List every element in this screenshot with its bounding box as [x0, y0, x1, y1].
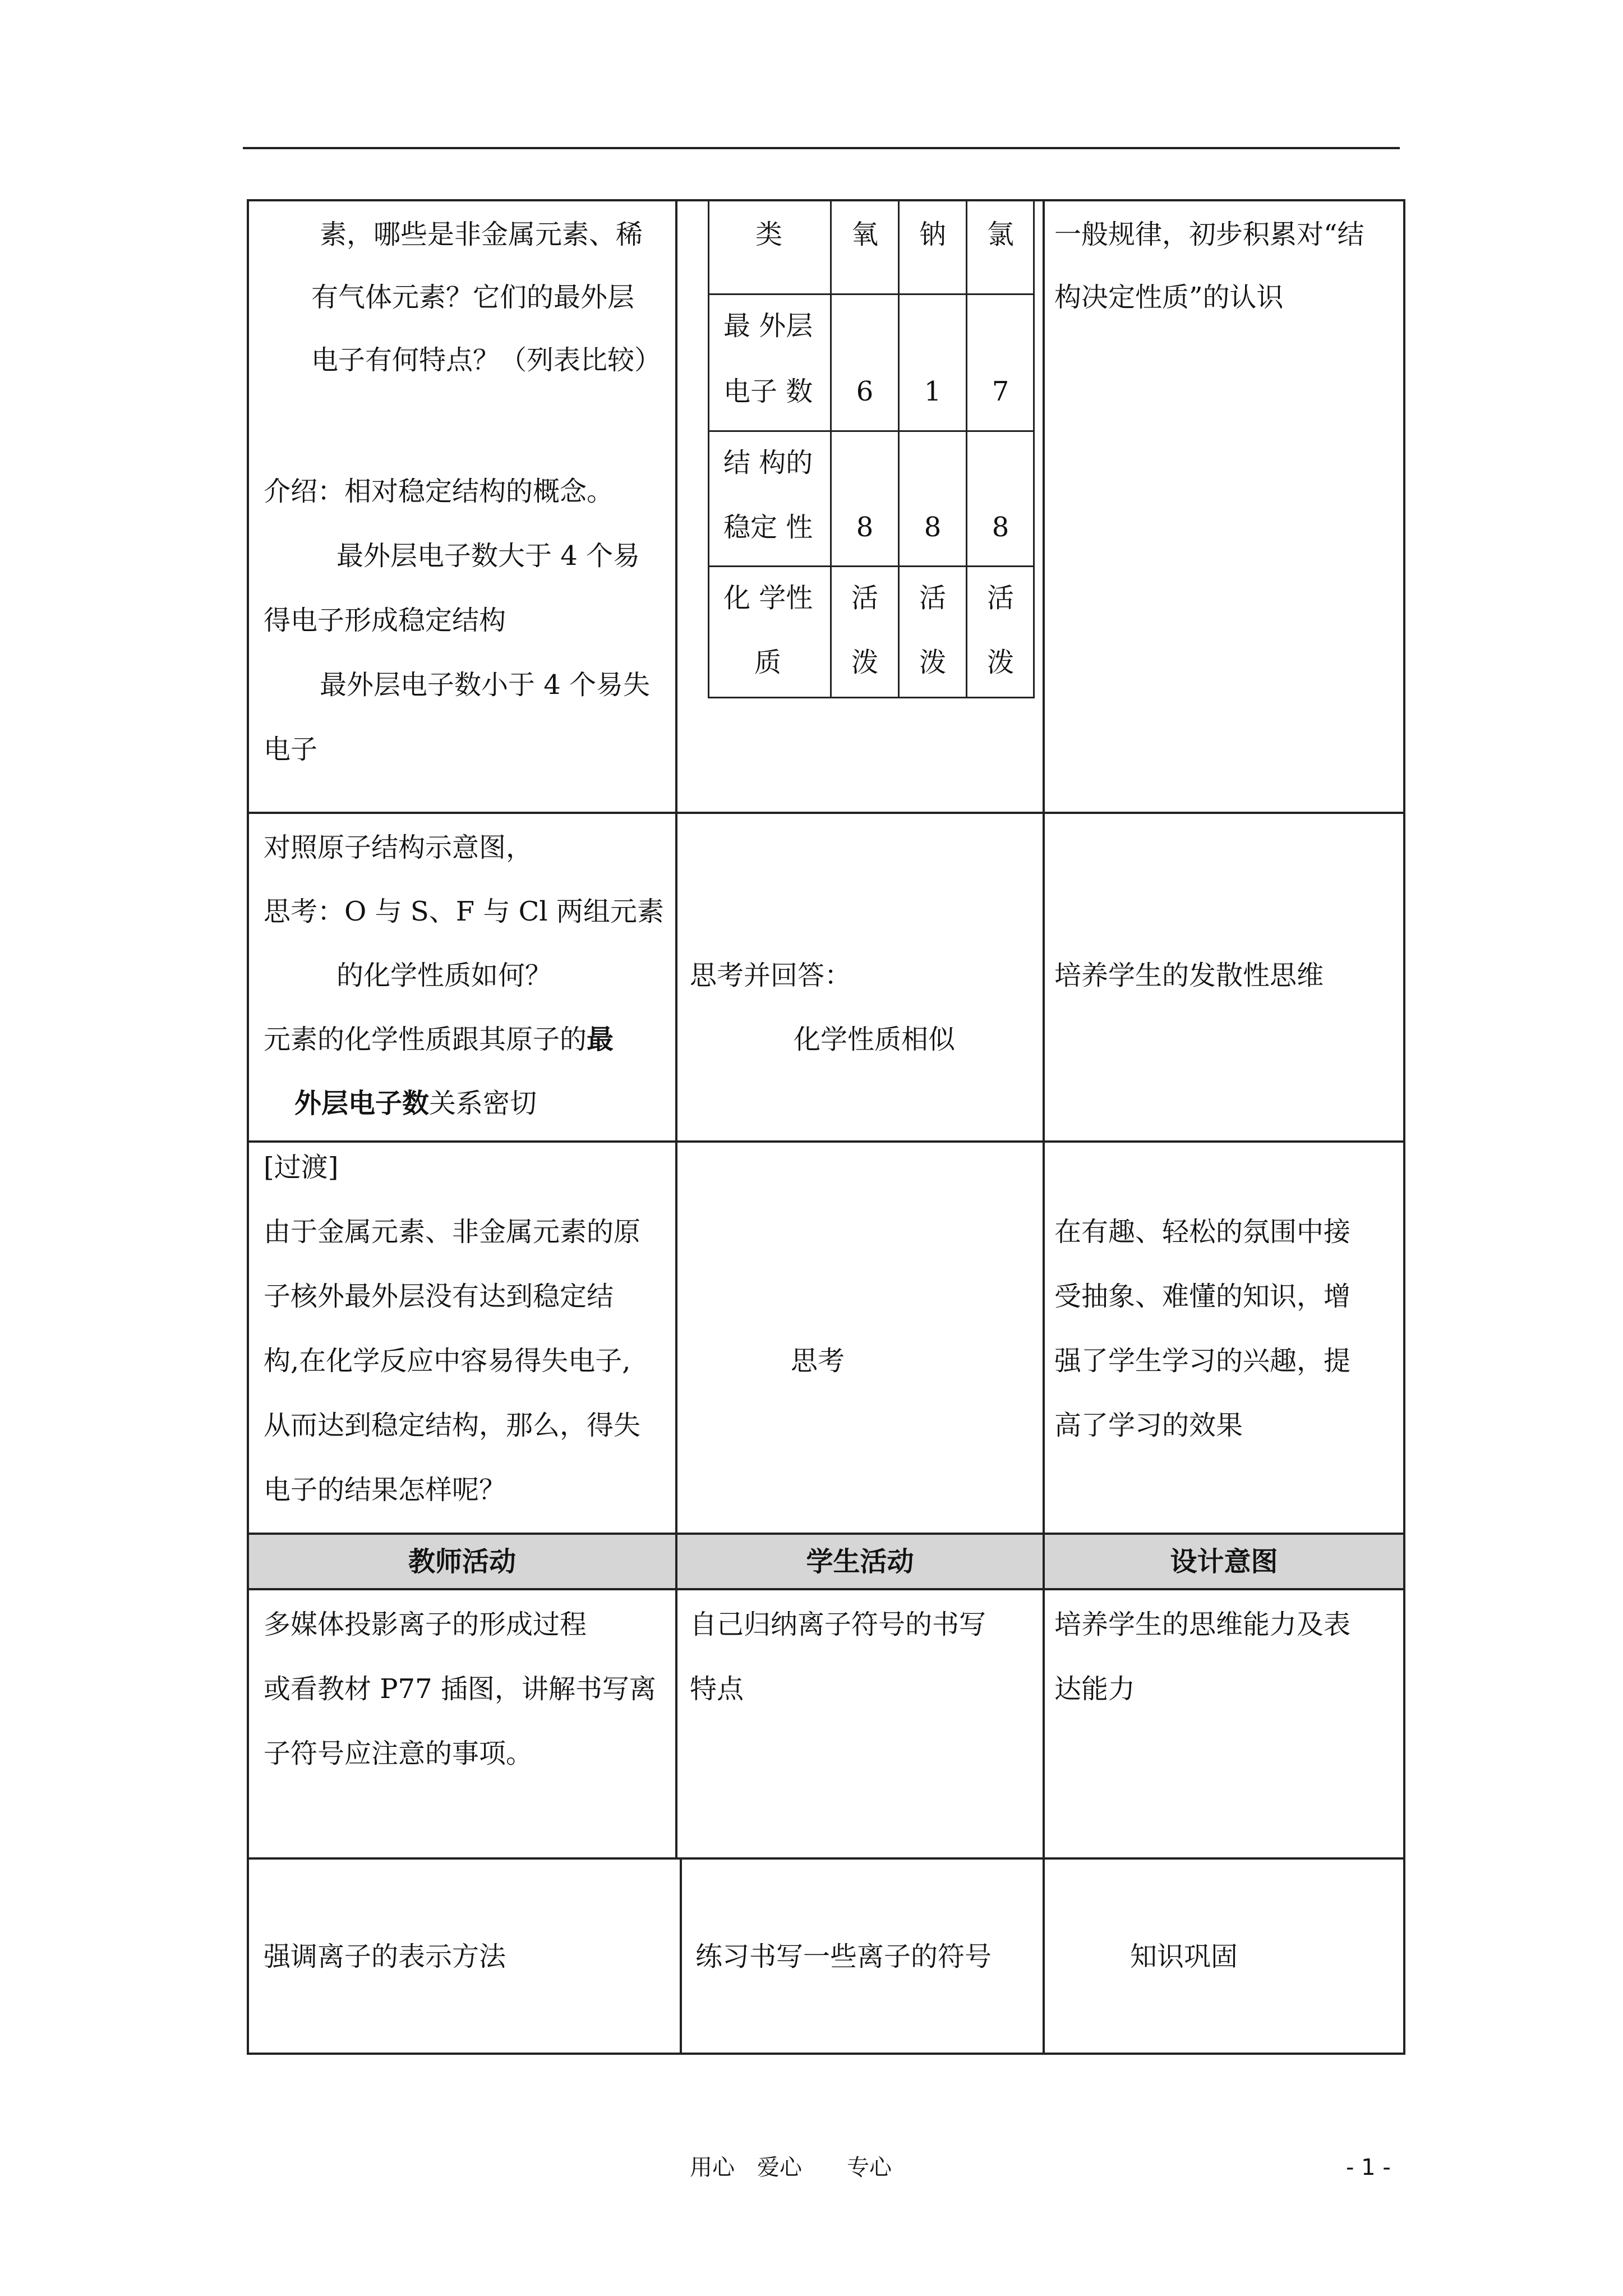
- row5-student-line: 自己归纳离子符号的书写: [690, 1609, 986, 1640]
- row3-teacher-line: 从而达到稳定结构，那么，得失: [264, 1410, 641, 1441]
- row1-intent-line: 构决定性质”的认识: [1054, 282, 1284, 313]
- row2-teacher-text: 关系密切: [429, 1088, 537, 1119]
- table-row-label: 电子 数: [723, 376, 813, 407]
- row2-teacher-line: [264, 1024, 614, 1055]
- row1-teacher-line: 最外层电子数大于 4 个易: [336, 540, 640, 572]
- row-divider: [247, 812, 1405, 814]
- row2-student-line: 化学性质相似: [794, 1024, 956, 1055]
- table-value-cell: 8: [992, 512, 1009, 543]
- column-divider: [675, 199, 677, 1590]
- row2-student-line: 思考并回答：: [690, 960, 852, 991]
- table-value-cell: 泼: [919, 647, 946, 678]
- column-divider: [675, 1588, 677, 1860]
- row1-teacher-line: 电子有何特点？（列表比较）: [311, 344, 662, 376]
- row5-teacher-line: 子符号应注意的事项。: [264, 1738, 533, 1769]
- row1-teacher-line: 有气体元素？它们的最外层: [311, 282, 635, 313]
- header-student-activity: 学生活动: [806, 1546, 914, 1577]
- row5-teacher-line: 多媒体投影离子的形成过程: [264, 1609, 587, 1640]
- row2-teacher-line: 的化学性质如何？: [336, 960, 552, 991]
- table-grid-line: [966, 199, 967, 698]
- row2-intent: 培养学生的发散性思维: [1054, 960, 1324, 991]
- table-value-cell: 泼: [986, 647, 1014, 678]
- row6-teacher: 强调离子的表示方法: [264, 1941, 506, 1972]
- table-header-cell: 钠: [919, 219, 946, 250]
- row1-teacher-line: 素，哪些是非金属元素、稀: [320, 219, 643, 250]
- table-grid-line: [708, 430, 1035, 432]
- row1-teacher-line: 得电子形成稳定结构: [264, 605, 506, 636]
- row3-intent-line: 受抽象、难懂的知识，增: [1054, 1281, 1351, 1312]
- column-divider: [1043, 1857, 1045, 2055]
- row5-intent-line: 达能力: [1054, 1673, 1136, 1705]
- row5-intent-line: 培养学生的思维能力及表: [1054, 1609, 1351, 1640]
- table-value-cell: 1: [924, 376, 942, 407]
- row1-teacher-line: 介绍：相对稳定结构的概念。: [264, 476, 614, 507]
- column-divider: [1043, 199, 1045, 1590]
- row2-teacher-line: 思考：O 与 S、F 与 Cl 两组元素: [264, 896, 664, 927]
- table-value-cell: 泼: [851, 647, 878, 678]
- table-row-label: 化 学性: [723, 582, 813, 614]
- row2-teacher-line: [294, 1088, 537, 1119]
- header-teacher-activity: 教师活动: [408, 1546, 516, 1577]
- row3-teacher-line: [过渡]: [264, 1152, 339, 1183]
- row2-teacher-text: 元素的化学性质跟其原子的: [264, 1024, 587, 1055]
- row3-student: 思考: [791, 1345, 845, 1377]
- footer-motto: 用心 爱心 专心: [690, 2155, 892, 2180]
- table-row-label: 最 外层: [723, 310, 813, 342]
- table-header-cell: 类: [755, 219, 782, 250]
- table-value-cell: 活: [986, 582, 1014, 614]
- row3-teacher-line: 由于金属元素、非金属元素的原: [264, 1216, 641, 1248]
- table-value-cell: 活: [851, 582, 878, 614]
- row1-intent-line: 一般规律，初步积累对“结: [1054, 219, 1364, 250]
- table-value-cell: 6: [856, 376, 874, 407]
- table-grid-line: [708, 293, 1035, 295]
- row5-student-line: 特点: [690, 1673, 744, 1705]
- row5-teacher-line: 或看教材 P77 插图，讲解书写离: [264, 1673, 656, 1705]
- row6-intent: 知识巩固: [1130, 1941, 1238, 1972]
- row6-student: 练习书写一些离子的符号: [695, 1941, 992, 1972]
- table-grid-line: [830, 199, 832, 698]
- table-grid-line: [898, 199, 900, 698]
- header-rule: [243, 147, 1400, 149]
- row3-intent-line: 高了学习的效果: [1054, 1410, 1243, 1441]
- row1-teacher-line: 电子: [264, 734, 318, 765]
- row3-intent-line: 强了学生学习的兴趣，提: [1054, 1345, 1351, 1377]
- row2-teacher-line: 对照原子结构示意图，: [264, 832, 533, 863]
- table-value-cell: 7: [992, 376, 1009, 407]
- header-design-intent: 设计意图: [1170, 1546, 1278, 1577]
- page-number: - 1 -: [1346, 2155, 1391, 2180]
- row2-teacher-bold: 最: [587, 1024, 614, 1055]
- table-row-label: 质: [754, 647, 782, 678]
- row3-teacher-line: 构,在化学反应中容易得失电子,: [264, 1345, 631, 1377]
- table-value-cell: 8: [924, 512, 942, 543]
- row-divider: [247, 1140, 1405, 1143]
- table-row-label: 结 构的: [723, 447, 813, 478]
- row3-teacher-line: 电子的结果怎样呢？: [264, 1474, 506, 1506]
- table-header-cell: 氯: [986, 219, 1014, 250]
- table-value-cell: 8: [856, 512, 874, 543]
- table-header-cell: 氧: [851, 219, 878, 250]
- table-value-cell: 活: [919, 582, 946, 614]
- table-grid-line: [708, 565, 1035, 567]
- table-row-label: 稳定 性: [723, 512, 813, 543]
- column-divider: [680, 1857, 682, 2055]
- row2-teacher-bold: 外层电子数: [294, 1088, 430, 1119]
- row3-intent-line: 在有趣、轻松的氛围中接: [1054, 1216, 1351, 1248]
- row1-teacher-line: 最外层电子数小于 4 个易失: [320, 669, 651, 701]
- column-divider: [1043, 1588, 1045, 1860]
- row3-teacher-line: 子核外最外层没有达到稳定结: [264, 1281, 614, 1312]
